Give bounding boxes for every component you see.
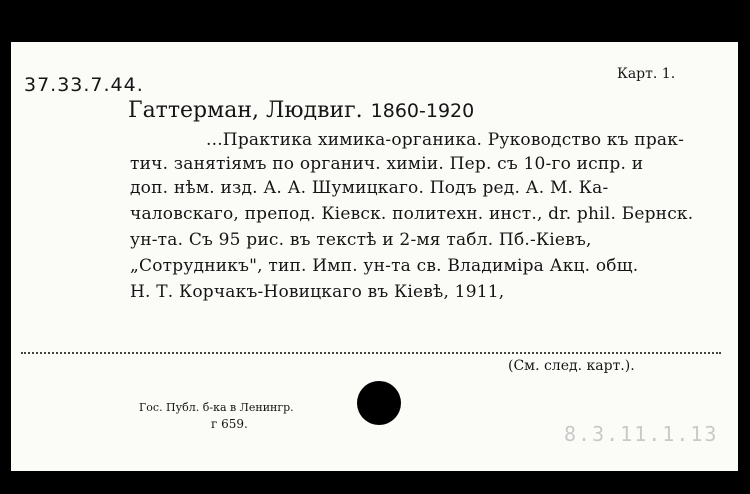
library-imprint	[139, 400, 294, 432]
scan-border-top	[0, 0, 750, 42]
catalog-card	[11, 42, 738, 471]
punch-hole	[357, 381, 401, 425]
call-number: 37.33.7.44.	[24, 74, 144, 96]
body-line: „Сотрудникъ", тип. Имп. ун-та св. Владимiра Акц. общ.	[130, 256, 639, 276]
dotted-divider	[21, 352, 721, 354]
continuation-note: (См. след. карт.).	[508, 358, 635, 374]
body-line: ун-та. Съ 95 рис. въ текстѣ и 2-мя табл. Пб.-Кiевъ,	[130, 230, 592, 250]
body-line: тич. занятiямъ по органич. химiи. Пер. съ 10-го испр. и	[130, 154, 644, 174]
body-line: ...Практика химика-органика. Руководство къ прак-	[206, 130, 685, 150]
author-dates: 1860-1920	[370, 100, 475, 122]
library-name: Гос. Публ. б-ка в Ленингр.	[139, 401, 294, 414]
library-number: г 659.	[211, 417, 248, 431]
author-name: Гаттерман, Людвиг.	[128, 98, 363, 123]
body-line: Н. Т. Корчакъ-Новицкаго въ Кiевѣ, 1911,	[130, 282, 505, 302]
body-line: доп. нѣм. изд. А. А. Шумицкаго. Подъ ред. А. М. Ка-	[130, 178, 609, 198]
author-heading	[128, 98, 474, 123]
faint-stamp: 8.3.11.1.13	[564, 422, 719, 446]
card-number: Карт. 1.	[617, 66, 676, 82]
body-line: чаловскаго, препод. Кiевск. политехн. инст., dr. phil. Бернск.	[130, 204, 694, 224]
